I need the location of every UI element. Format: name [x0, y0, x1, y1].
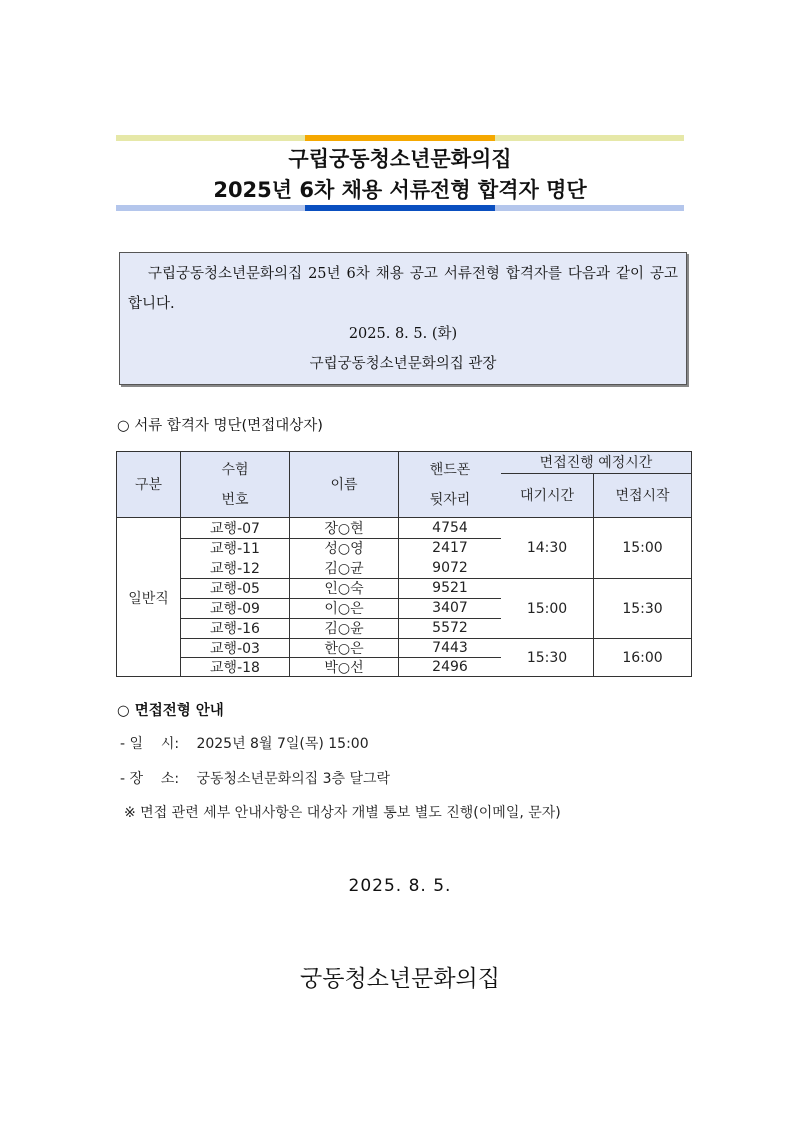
name-cell: 한○은 [324, 641, 364, 657]
exam-no-cell: 교행-03 [210, 641, 260, 657]
phone-cell: 5572 [432, 620, 468, 636]
name-cell: 김○윤 [324, 621, 364, 637]
phone-cell: 2496 [432, 659, 468, 675]
header-interview-schedule: 면접진행 예정시간 [539, 455, 653, 471]
footer-date: 2025. 8. 5. [348, 876, 452, 896]
exam-no-cell: 교행-16 [210, 621, 260, 637]
name-cell: 장○현 [324, 521, 364, 537]
header-name: 이름 [330, 477, 358, 493]
name-cell: 이○은 [324, 601, 364, 617]
footer-org: 궁동청소년문화의집 [300, 966, 500, 992]
page-title-org: 구립궁동청소년문화의집 [288, 147, 512, 171]
header-exam-no: 수험 번호 [221, 462, 249, 508]
phone-cell: 3407 [432, 600, 468, 616]
header-category: 구분 [134, 477, 163, 493]
notice-date: 2025. 8. 5. (화) [348, 326, 458, 342]
wait-time-cell: 15:00 [526, 600, 568, 617]
section-heading-passers: ○ 서류 합격자 명단(면접대상자) [117, 418, 323, 434]
start-time-cell: 15:30 [622, 600, 663, 617]
interview-note: ※ 면접 관련 세부 안내사항은 대상자 개별 통보 별도 진행(이메일, 문자) [124, 805, 561, 821]
interview-place-label: - 장 소: [120, 771, 180, 787]
exam-no-cell: 교행-18 [210, 660, 260, 676]
interview-date-label: - 일 시: [120, 736, 180, 752]
page-title: 2025년 6차 채용 서류전형 합격자 명단 [213, 178, 587, 202]
exam-no-cell: 교행-07 [210, 521, 260, 537]
notice-signer: 구립궁동청소년문화의집 관장 [309, 356, 497, 372]
header-wait-time: 대기시간 [519, 488, 575, 504]
wait-time-cell: 14:30 [526, 540, 568, 556]
interview-place-value: 궁동청소년문화의집 3층 달그락 [196, 771, 391, 787]
phone-cell: 9072 [432, 560, 468, 576]
exam-no-cell: 교행-05 [210, 581, 260, 597]
name-cell: 성○영 [324, 541, 364, 557]
interview-date-value: 2025년 8월 7일(목) 15:00 [196, 736, 369, 752]
name-cell: 인○숙 [324, 581, 364, 597]
passers-table [116, 451, 692, 677]
notice-box [119, 252, 687, 385]
section-heading-interview: ○ 면접전형 안내 [117, 703, 224, 719]
name-cell: 박○선 [324, 660, 364, 676]
exam-no-cell: 교행-09 [210, 601, 260, 617]
header-phone: 핸드폰 뒷자리 [429, 462, 471, 508]
wait-time-cell: 15:30 [526, 650, 568, 666]
name-cell: 김○균 [324, 561, 364, 577]
start-time-cell: 16:00 [622, 650, 663, 666]
interview-place-line [120, 768, 390, 788]
header-start-time: 면접시작 [615, 488, 670, 504]
title-bottom-rule [116, 205, 684, 211]
phone-cell: 7443 [432, 640, 468, 656]
phone-cell: 4754 [432, 520, 468, 536]
category-cell: 일반직 [128, 590, 169, 607]
exam-no-cell: 교행-11 [210, 541, 260, 557]
start-time-cell: 15:00 [622, 540, 663, 556]
phone-cell: 2417 [432, 540, 468, 556]
phone-cell: 9521 [432, 580, 468, 596]
interview-date-line [120, 733, 369, 753]
title-top-rule [116, 135, 684, 141]
exam-no-cell: 교행-12 [210, 561, 260, 577]
notice-body: 구립궁동청소년문화의집 25년 6차 채용 공고 서류전형 합격자를 다음과 같이 공고합니다. [128, 266, 678, 312]
